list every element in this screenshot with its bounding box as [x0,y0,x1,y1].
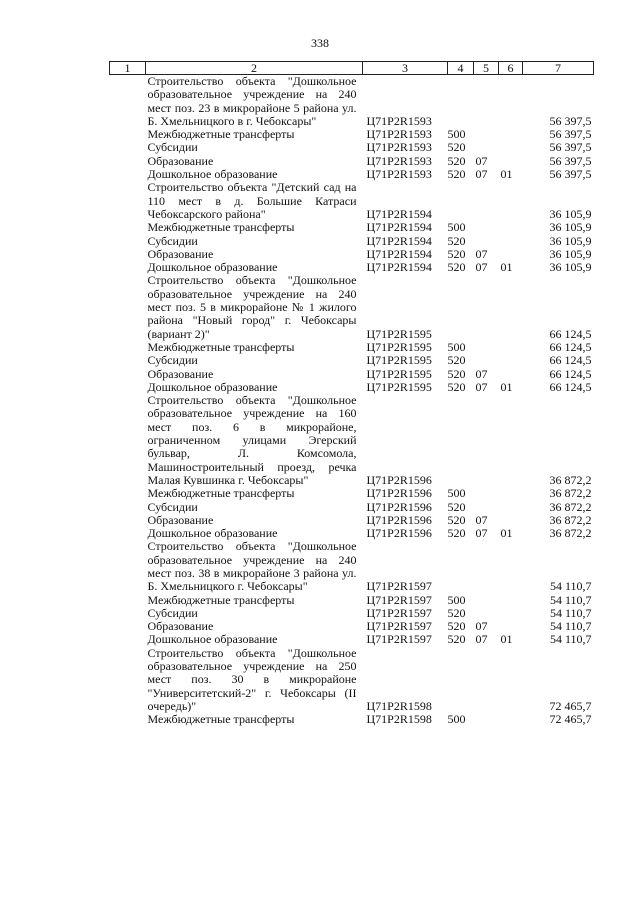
row-expense-type: 520 [447,526,466,541]
row-section: 07 [475,619,488,634]
table-row [110,354,594,367]
row-amount: 36 872,2 [549,512,592,527]
row-name: Дошкольное образование [147,379,278,394]
row-amount: 36 105,9 [549,246,592,261]
row-expense-type [448,540,474,593]
row-section [474,181,499,221]
row-section [474,713,499,726]
row-subsection [499,594,523,607]
row-section [474,501,499,514]
row-subsection [499,341,523,354]
row-amount: 66 124,5 [549,339,592,354]
header-col-2: 2 [146,62,363,75]
row-subsection [499,647,523,713]
row-col-1-cell [110,141,146,154]
table-body [110,75,594,727]
row-section [474,394,499,487]
table-row [110,527,594,540]
row-expense-type: 520 [447,153,466,168]
row-name: Субсидии [147,499,198,514]
row-subsection [499,274,523,340]
row-section [474,487,499,500]
row-target-code: Ц71Р2R1593 [366,153,432,168]
row-name: Дошкольное образование [147,632,278,647]
row-name: Межбюджетные трансферты [147,486,295,501]
row-subsection [499,514,523,527]
row-target-code: Ц71Р2R1595 [366,366,432,381]
row-col-1-cell [110,607,146,620]
row-name: Образование [147,246,214,261]
row-col-1-cell [110,75,146,129]
row-name: Образование [147,619,214,634]
row-subsection: 01 [500,379,513,394]
row-subsection [499,394,523,487]
row-col-1-cell [110,633,146,646]
row-amount: 54 110,7 [549,579,592,594]
row-col-1-cell [110,274,146,340]
table-row [110,368,594,381]
table-row [110,540,594,593]
table-row [110,274,594,340]
row-name: Дошкольное образование [147,526,278,541]
row-expense-type: 520 [447,512,466,527]
row-name: Межбюджетные трансферты [147,712,295,727]
row-subsection [499,128,523,141]
row-section [474,75,499,129]
row-expense-type: 500 [447,486,466,501]
table-row [110,620,594,633]
row-amount: 36 872,2 [549,526,592,541]
row-expense-type: 520 [447,619,466,634]
row-expense-type: 500 [447,592,466,607]
table-row [110,141,594,154]
row-subsection [499,354,523,367]
row-expense-type [448,181,474,221]
row-expense-type: 520 [447,366,466,381]
table-row [110,607,594,620]
row-target-code: Ц71Р2R1593 [366,127,432,142]
row-target-code: Ц71Р2R1593 [366,167,432,182]
row-name: Образование [147,153,214,168]
row-target-code: Ц71Р2R1597 [366,619,432,634]
row-amount: 36 105,9 [549,233,592,248]
row-subsection [499,501,523,514]
row-target-code: Ц71Р2R1596 [366,512,432,527]
row-subsection [499,713,523,726]
row-name: Межбюджетные трансферты [147,220,295,235]
row-subsection [499,235,523,248]
row-subsection: 01 [500,632,513,647]
row-subsection [499,221,523,234]
row-section [474,594,499,607]
row-col-1-cell [110,128,146,141]
row-target-code: Ц71Р2R1596 [366,486,432,501]
row-target-code: Ц71Р2R1596 [366,472,432,487]
row-name: Образование [147,512,214,527]
row-target-code: Ц71Р2R1594 [366,260,432,275]
row-col-1-cell [110,341,146,354]
header-col-6: 6 [499,62,523,75]
row-name: Межбюджетные трансферты [147,592,295,607]
row-col-1-cell [110,514,146,527]
table-row [110,75,594,129]
row-subsection [499,75,523,129]
row-expense-type: 520 [447,246,466,261]
table-row [110,501,594,514]
row-section [474,274,499,340]
row-name: Межбюджетные трансферты [147,339,295,354]
table-row [110,155,594,168]
row-name: Строительство объекта "Детский сад на 110 мест в д. Большие Катраси Чебоксарского района" [147,180,357,221]
row-name: Субсидии [147,140,198,155]
row-col-1-cell [110,235,146,248]
row-col-1-cell [110,540,146,593]
row-name: Строительство объекта "Дошкольное образовательное учреждение на 250 мест поз. 30 в микрорайоне "Университетский-2" г. Чебоксары (II очередь)" [147,645,357,713]
row-col-1-cell [110,620,146,633]
row-section: 07 [475,246,488,261]
table-row [110,235,594,248]
row-section: 07 [475,632,488,647]
row-col-1-cell [110,394,146,487]
row-target-code: Ц71Р2R1595 [366,353,432,368]
row-expense-type: 500 [447,339,466,354]
header-col-3: 3 [363,62,448,75]
row-section: 07 [475,526,488,541]
row-amount: 36 872,2 [549,472,592,487]
row-name: Дошкольное образование [147,260,278,275]
row-section [474,341,499,354]
row-name: Строительство объекта "Дошкольное образовательное учреждение на 240 мест поз. 38 в микрорайоне 3 района ул. Б. Хмельницкого г. Чебоксары" [147,539,357,594]
row-amount: 72 465,7 [549,712,592,727]
row-col-1-cell [110,381,146,394]
row-amount: 56 397,5 [549,153,592,168]
row-amount: 54 110,7 [549,605,592,620]
row-name: Строительство объекта "Дошкольное образовательное учреждение на 160 мест поз. 6 в микрорайоне, ограниченном улицами Эгерский бульвар, Л. Комсомола, Машиностроительный проезд, речка Малая Кувшинка г. Чебоксары" [147,393,357,487]
row-target-code: Ц71Р2R1594 [366,220,432,235]
row-col-1-cell [110,527,146,540]
table-row [110,168,594,181]
table-row [110,341,594,354]
row-section: 07 [475,260,488,275]
row-amount: 36 105,9 [549,260,592,275]
row-section [474,647,499,713]
row-target-code: Ц71Р2R1593 [366,113,432,128]
table-row [110,487,594,500]
row-target-code: Ц71Р2R1594 [366,206,432,221]
row-section [474,354,499,367]
row-subsection [499,487,523,500]
row-expense-type [448,647,474,713]
row-subsection [499,607,523,620]
row-target-code: Ц71Р2R1593 [366,140,432,155]
row-target-code: Ц71Р2R1597 [366,605,432,620]
row-target-code: Ц71Р2R1596 [366,499,432,514]
row-subsection: 01 [500,167,513,182]
row-col-1-cell [110,354,146,367]
row-name: Межбюджетные трансферты [147,127,295,142]
row-expense-type [448,394,474,487]
row-expense-type: 520 [447,140,466,155]
row-amount: 72 465,7 [549,698,592,713]
row-subsection [499,368,523,381]
row-amount: 36 872,2 [549,499,592,514]
row-section [474,235,499,248]
table-row [110,594,594,607]
header-col-1: 1 [110,62,146,75]
row-col-1-cell [110,368,146,381]
row-name: Субсидии [147,233,198,248]
table-row [110,221,594,234]
table-row [110,128,594,141]
row-amount: 56 397,5 [549,113,592,128]
row-expense-type: 520 [447,499,466,514]
row-amount: 56 397,5 [549,140,592,155]
row-col-1-cell [110,248,146,261]
row-subsection: 01 [500,260,513,275]
row-target-code: Ц71Р2R1594 [366,233,432,248]
row-expense-type [448,75,474,129]
row-expense-type: 520 [447,605,466,620]
header-col-4: 4 [448,62,474,75]
row-expense-type: 500 [447,220,466,235]
page-number: 338 [311,36,329,50]
header-col-7: 7 [523,62,594,75]
row-section [474,540,499,593]
row-col-1-cell [110,501,146,514]
row-target-code: Ц71Р2R1598 [366,712,432,727]
budget-table [109,61,594,727]
row-expense-type [448,274,474,340]
table-header [110,62,594,75]
row-target-code: Ц71Р2R1597 [366,579,432,594]
row-col-1-cell [110,594,146,607]
row-expense-type: 520 [447,353,466,368]
row-target-code: Ц71Р2R1595 [366,326,432,341]
row-name: Субсидии [147,605,198,620]
row-subsection [499,141,523,154]
row-amount: 66 124,5 [549,366,592,381]
row-col-1-cell [110,155,146,168]
row-section [474,221,499,234]
row-col-1-cell [110,221,146,234]
table-row [110,713,594,726]
header-col-5: 5 [474,62,499,75]
row-col-1-cell [110,181,146,221]
row-col-1-cell [110,713,146,726]
row-subsection [499,620,523,633]
row-section [474,128,499,141]
row-expense-type: 500 [447,127,466,142]
table-row [110,514,594,527]
table-row [110,394,594,487]
row-col-1-cell [110,647,146,713]
table-row [110,633,594,646]
table-row [110,261,594,274]
row-amount: 36 105,9 [549,206,592,221]
row-amount: 56 397,5 [549,127,592,142]
row-amount: 36 105,9 [549,220,592,235]
table-row [110,647,594,713]
row-expense-type: 520 [447,632,466,647]
row-amount: 54 110,7 [549,632,592,647]
row-col-1-cell [110,261,146,274]
row-amount: 66 124,5 [549,353,592,368]
row-col-1-cell [110,487,146,500]
row-expense-type: 520 [447,379,466,394]
row-section: 07 [475,512,488,527]
row-subsection [499,181,523,221]
header-row [110,62,594,75]
row-target-code: Ц71Р2R1595 [366,339,432,354]
row-name: Дошкольное образование [147,167,278,182]
row-col-1-cell [110,168,146,181]
row-section: 07 [475,167,488,182]
row-name: Субсидии [147,353,198,368]
row-amount: 56 397,5 [549,167,592,182]
row-name: Строительство объекта "Дошкольное образовательное учреждение на 240 мест поз. 5 в микрорайоне № 1 жилого района "Новый город" г. Чебоксары (вариант 2)" [147,273,357,341]
row-name: Образование [147,366,214,381]
table-row [110,248,594,261]
row-subsection [499,155,523,168]
row-subsection: 01 [500,526,513,541]
row-expense-type: 520 [447,233,466,248]
row-name: Строительство объекта "Дошкольное образовательное учреждение на 240 мест поз. 23 в микрорайоне 5 района ул. Б. Хмельницкого в г. Чебоксары" [147,74,357,128]
row-section: 07 [475,153,488,168]
row-section: 07 [475,366,488,381]
row-expense-type: 520 [447,167,466,182]
row-target-code: Ц71Р2R1597 [366,592,432,607]
row-amount: 54 110,7 [549,619,592,634]
row-subsection [499,540,523,593]
row-amount: 66 124,5 [549,379,592,394]
row-amount: 36 872,2 [549,486,592,501]
row-expense-type: 520 [447,260,466,275]
row-section [474,141,499,154]
row-amount: 54 110,7 [549,592,592,607]
row-section: 07 [475,379,488,394]
row-target-code: Ц71Р2R1595 [366,379,432,394]
row-expense-type: 500 [447,712,466,727]
row-target-code: Ц71Р2R1597 [366,632,432,647]
row-subsection [499,248,523,261]
row-target-code: Ц71Р2R1594 [366,246,432,261]
table-row [110,381,594,394]
table-row [110,181,594,221]
row-target-code: Ц71Р2R1598 [366,698,432,713]
row-amount: 66 124,5 [549,326,592,341]
row-target-code: Ц71Р2R1596 [366,526,432,541]
row-section [474,607,499,620]
